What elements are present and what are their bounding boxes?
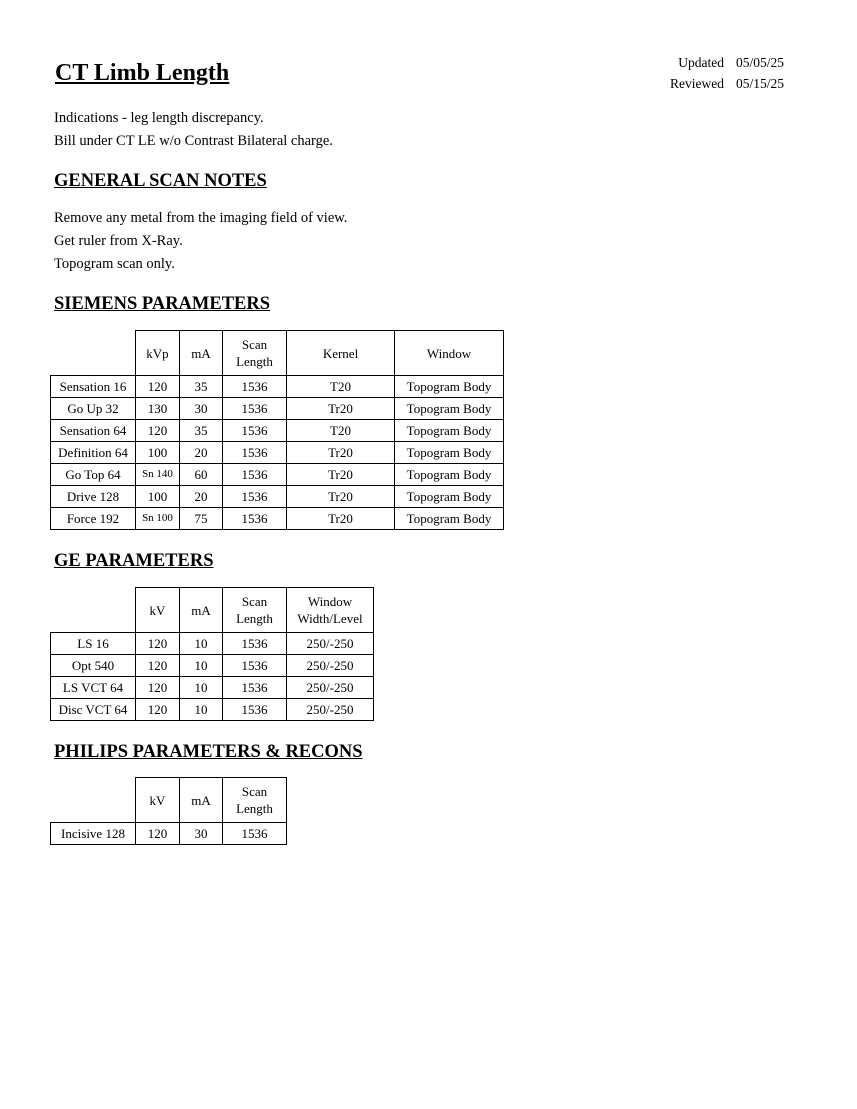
table-cell: 120 [136, 699, 180, 721]
reviewed-date: 05/15/25 [735, 76, 784, 91]
table-cell: T20 [287, 420, 395, 442]
table-cell: 250/-250 [287, 655, 374, 677]
blank-header-cell [51, 331, 136, 376]
scanner-name: Definition 64 [51, 442, 136, 464]
header-cell: Scan Length [223, 778, 287, 823]
table-row [51, 677, 374, 699]
table-cell: 100 [136, 442, 180, 464]
table-cell: 100 [136, 486, 180, 508]
table-row [51, 420, 504, 442]
scanner-name: Sensation 64 [51, 420, 136, 442]
table-cell: Topogram Body [395, 376, 504, 398]
table-cell: Tr20 [287, 442, 395, 464]
blank-header-cell [51, 778, 136, 823]
scanner-name: LS 16 [51, 633, 136, 655]
table-cell: 1536 [223, 699, 287, 721]
scanner-name: Incisive 128 [51, 823, 136, 845]
siemens-parameters-heading: SIEMENS PARAMETERS [54, 294, 271, 314]
general-scan-notes [54, 207, 347, 276]
table-cell: Tr20 [287, 486, 395, 508]
table-cell: 1536 [223, 398, 287, 420]
table-cell: 30 [180, 823, 223, 845]
table-cell: 10 [180, 677, 223, 699]
table-row [51, 398, 504, 420]
header-cell: kV [136, 588, 180, 633]
table-cell: 1536 [223, 508, 287, 530]
table-cell: 30 [180, 398, 223, 420]
table-cell: 1536 [223, 655, 287, 677]
table-cell: 1536 [223, 633, 287, 655]
table-cell: 250/-250 [287, 633, 374, 655]
table-cell: 120 [136, 655, 180, 677]
table-cell: T20 [287, 376, 395, 398]
reviewed-label: Reviewed [670, 76, 724, 91]
table-cell: 1536 [223, 823, 287, 845]
scanner-name: Go Up 32 [51, 398, 136, 420]
table-cell: 250/-250 [287, 677, 374, 699]
table-cell: Topogram Body [395, 398, 504, 420]
table-cell: 120 [136, 376, 180, 398]
table-cell: 10 [180, 633, 223, 655]
table-cell: 20 [180, 442, 223, 464]
note-line: Remove any metal from the imaging field of view. [54, 210, 348, 226]
table-row [51, 823, 287, 845]
scanner-name: LS VCT 64 [51, 677, 136, 699]
table-cell: 60 [180, 464, 223, 486]
table-cell: 75 [180, 508, 223, 530]
page-title: CT Limb Length [55, 60, 230, 86]
scanner-name: Force 192 [51, 508, 136, 530]
table-cell: 35 [180, 420, 223, 442]
table-cell: 130 [136, 398, 180, 420]
updated-date: 05/05/25 [735, 55, 784, 70]
table-row [51, 464, 504, 486]
table-row [51, 633, 374, 655]
header-cell: kV [136, 778, 180, 823]
table-header-row [51, 331, 504, 376]
philips-parameters-heading: PHILIPS PARAMETERS & RECONS [54, 742, 363, 762]
intro-text [54, 107, 333, 153]
table-cell: 1536 [223, 464, 287, 486]
header-cell: Window [395, 331, 504, 376]
header-cell: mA [180, 778, 223, 823]
scanner-name: Go Top 64 [51, 464, 136, 486]
scanner-name: Drive 128 [51, 486, 136, 508]
header-cell: kVp [136, 331, 180, 376]
table-row [51, 508, 504, 530]
table-cell: 120 [136, 633, 180, 655]
table-cell: 20 [180, 486, 223, 508]
billing-line: Bill under CT LE w/o Contrast Bilateral charge. [54, 133, 333, 149]
table-cell: Topogram Body [395, 508, 504, 530]
table-cell: 10 [180, 655, 223, 677]
ge-parameters-heading: GE PARAMETERS [54, 551, 214, 571]
table-cell: Topogram Body [395, 486, 504, 508]
general-scan-notes-heading: GENERAL SCAN NOTES [54, 171, 267, 191]
scanner-name: Opt 540 [51, 655, 136, 677]
header-cell: Kernel [287, 331, 395, 376]
table-cell: Tr20 [287, 464, 395, 486]
header-cell: mA [180, 331, 223, 376]
header-cell: mA [180, 588, 223, 633]
table-cell: 1536 [223, 486, 287, 508]
table-row [51, 486, 504, 508]
table-cell: Topogram Body [395, 420, 504, 442]
table-cell: 1536 [223, 420, 287, 442]
table-cell: 120 [136, 420, 180, 442]
table-row [51, 655, 374, 677]
table-cell: 10 [180, 699, 223, 721]
table-cell: 35 [180, 376, 223, 398]
table-cell: Sn 100 [136, 508, 180, 530]
table-cell: 1536 [223, 677, 287, 699]
table-row [51, 699, 374, 721]
table-cell: 120 [136, 823, 180, 845]
table-cell: Topogram Body [395, 464, 504, 486]
table-cell: Tr20 [287, 398, 395, 420]
scanner-name: Sensation 16 [51, 376, 136, 398]
table-cell: 120 [136, 677, 180, 699]
note-line: Topogram scan only. [54, 256, 175, 272]
blank-header-cell [51, 588, 136, 633]
table-row [51, 442, 504, 464]
table-cell: Topogram Body [395, 442, 504, 464]
note-line: Get ruler from X-Ray. [54, 233, 183, 249]
siemens-parameters-table [50, 330, 504, 530]
table-cell: Tr20 [287, 508, 395, 530]
table-cell: 1536 [223, 376, 287, 398]
philips-parameters-table [50, 777, 287, 845]
table-row [51, 376, 504, 398]
table-header-row [51, 778, 287, 823]
table-cell: Sn 140 [136, 464, 180, 486]
header-cell: Scan Length [223, 331, 287, 376]
ge-parameters-table [50, 587, 374, 721]
table-header-row [51, 588, 374, 633]
updated-label: Updated [678, 55, 724, 70]
indications-line: Indications - leg length discrepancy. [54, 110, 264, 126]
revision-info [670, 52, 784, 94]
scanner-name: Disc VCT 64 [51, 699, 136, 721]
table-cell: 250/-250 [287, 699, 374, 721]
header-cell: Scan Length [223, 588, 287, 633]
header-cell: Window Width/Level [287, 588, 374, 633]
table-cell: 1536 [223, 442, 287, 464]
